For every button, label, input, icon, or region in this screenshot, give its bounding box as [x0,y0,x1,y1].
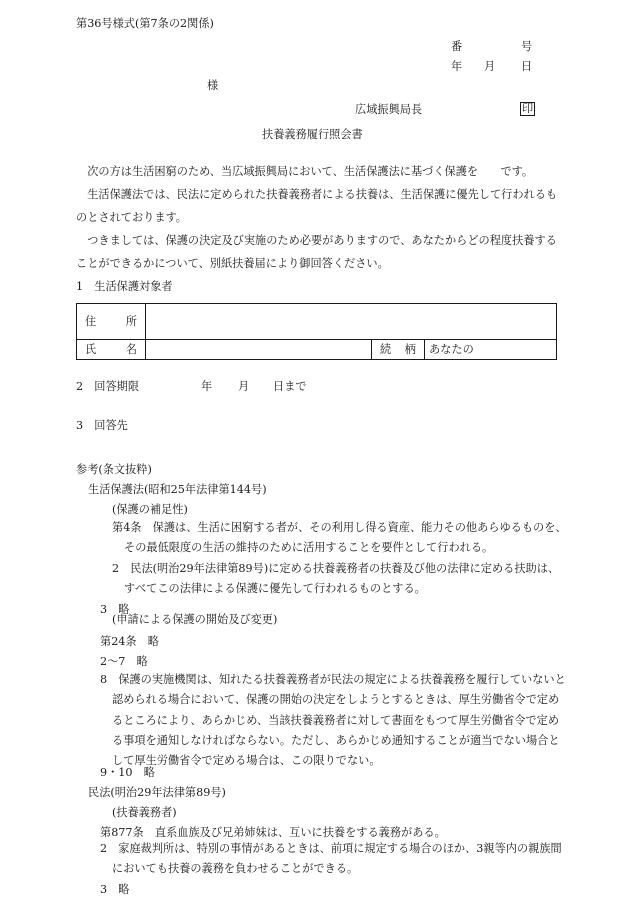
number-suffix: 号 [521,40,533,53]
subject-table [76,303,557,360]
address-label-char-1: 住 [85,314,97,328]
sender-name: 広域振興局長 [355,103,423,116]
date-day: 日 [521,60,533,73]
body-paragraph-2: 生活保護法では、民法に定められた扶養義務者による扶養は、生活保護に優先して行われるものとされております。 [76,188,558,224]
law1-caption-1: (保護の補足性) [112,503,188,516]
seal-stamp: 印 [522,102,534,115]
law1-art4-para1: 第4条 保護は、生活に困窮する者が、その利用し得る資産、能力その他あらゆるものを、その最低限度の生活の維持のために活用することを要件として行われる。 [112,521,567,555]
relation-value-cell: あなたの [425,340,557,360]
law2-art877-para3: 3 略 [100,883,130,896]
relation-label-char-1: 続 [380,342,392,356]
deadline-month: 月 [238,380,250,393]
law1-art24-2-7: 2～7 略 [100,655,148,668]
law1-art24-9-10: 9・10 略 [100,766,155,779]
law2-art877-para1: 第877条 直系血族及び兄弟姉妹は、互いに扶養をする義務がある。 [100,826,446,839]
section-3-heading: 3 回答先 [76,419,128,432]
addressee-suffix: 様 [207,79,219,92]
name-label-char-2: 名 [125,342,137,356]
name-label-char-1: 氏 [85,342,97,356]
body-paragraph-3: つきましては、保護の決定及び実施のため必要がありますので、あなたからどの程度扶養することができるかについて、別紙扶養届により御回答ください。 [76,234,557,270]
address-value-cell [146,304,557,340]
section-1-heading: 1 生活保護対象者 [76,280,173,293]
form-number: 第36号様式(第7条の2関係) [76,17,214,30]
law1-caption-2: (申請による保護の開始及び変更) [112,613,278,626]
name-value-cell [146,340,372,360]
law1-art4-para3: 3 略 [100,603,130,616]
law1-art24-para8: 8 保護の実施機関は、知れたる扶養義務者が民法の規定による扶養義務を履行していないと認められる場合において、保護の開始の決定をしようとするときは、厚生労働省令で定めるところにより、あらかじめ、当該扶養義務者に対して書面をもつて厚生労働省令で定める事項を通知しなければならない。ただし、あらかじめ通知することが適当でない場合として厚生労働省令で定める場合は、この限りでない。 [100,673,566,768]
law1-art4-para2: 2 民法(明治29年法律第89号)に定める扶養義務者の扶養及び他の法律に定める扶助は、すべてこの法律による保護に優先して行われるものとする。 [112,562,560,596]
date-month: 月 [484,60,496,73]
law2-caption: (扶養義務者) [112,806,177,819]
document-title: 扶養義務履行照会書 [262,128,363,141]
seal-mark [516,102,535,116]
law2-name: 民法(明治29年法律第89号) [88,786,226,799]
law1-name: 生活保護法(昭和25年法律第144号) [88,483,267,496]
relation-label-char-2: 柄 [404,342,416,356]
number-label: 番 [451,40,463,53]
address-label-char-2: 所 [125,314,137,328]
law2-art877-para2: 2 家庭裁判所は、特別の事情があるときは、前項に規定する場合のほか、3親等内の親族間においても扶養の義務を負わせることができる。 [100,842,562,876]
address-label-cell [77,304,146,340]
reference-heading: 参考(条文抜粋) [76,463,152,476]
date-year: 年 [451,60,463,73]
name-label-cell [77,340,146,360]
relation-label-cell [372,340,425,360]
body-paragraph-1: 次の方は生活困窮のため、当広域振興局において、生活保護法に基づく保護を です。 [87,165,534,178]
law1-art24: 第24条 略 [100,635,159,648]
name-row [77,340,557,360]
address-row [77,304,557,340]
section-2-heading: 2 回答期限 [76,380,140,393]
deadline-day: 日まで [273,380,307,393]
name-label [85,344,137,355]
deadline-year: 年 [201,380,213,393]
relation-label [380,344,416,355]
address-label [85,316,137,327]
